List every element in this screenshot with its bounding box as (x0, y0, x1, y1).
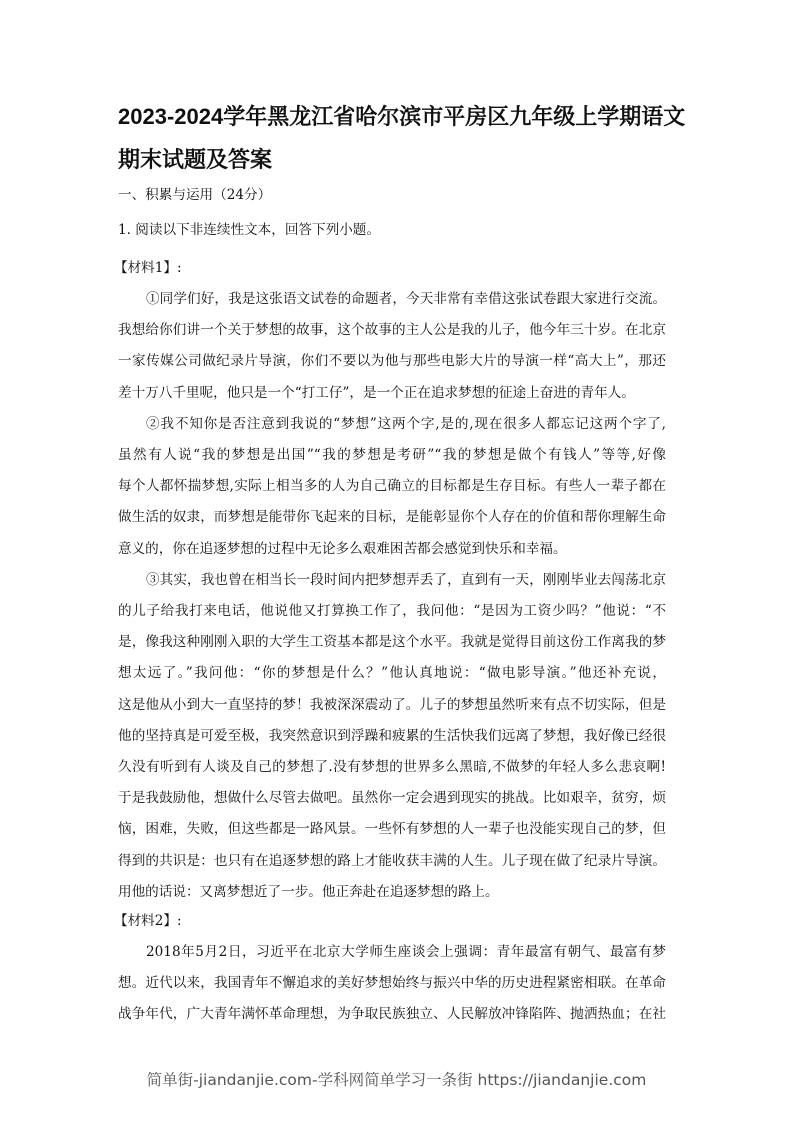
material-1-line: 意义的，你在追逐梦想的过程中无论多么艰难困苦都会感觉到快乐和幸福。 (118, 540, 567, 557)
material-1-line: 虽然有人说“我的梦想是出国”“我的梦想是考研”“我的梦想是做个有钱人”等等,好像 (118, 447, 666, 463)
material-1-line: 做生活的奴隶，而梦想是能带你飞起来的目标，是能彰显你个人存在的价值和帮你理解生命 (118, 509, 666, 526)
material-1-line: 每个人都怀揣梦想,实际上相当多的人为自己确立的目标都是生存目标。有些人一辈子都在 (118, 478, 666, 495)
footer-watermark: 简单街-jiandanjie.com-学科网简单学习一条街 https://jiandanjie.com (146, 1071, 647, 1089)
material-2-line: 2018年5月2日，习近平在北京大学师生座谈会上强调：青年最富有朝气、最富有梦 (146, 944, 666, 960)
material-1-line: 用他的话说：又离梦想近了一步。他正奔赴在追逐梦想的路上。 (118, 883, 499, 900)
material-1-line: 是，像我这种刚刚入职的大学生工资基本都是这个水平。我就是觉得目前这份工作离我的梦 (118, 634, 666, 651)
material-1-line: 于是我鼓励他，想做什么尽管去做吧。虽然你一定会遇到现实的挑战。比如艰辛，贫穷，烦 (118, 790, 666, 807)
material-1-line: 他的坚持真是可爱至极，我突然意识到浮躁和疲累的生活快我们远离了梦想，我好像已经很 (118, 727, 666, 744)
material-1-label: 【材料1】: (114, 260, 182, 276)
section-heading: 一、积累与运用（24分） (118, 187, 272, 203)
material-2-line: 战争年代，广大青年满怀革命理想，为争取民族独立、人民解放冲锋陷阵、抛洒热血；在社 (118, 1006, 666, 1023)
material-1-line: 恼，困难，失败，但这些都是一路风景。一些怀有梦想的人一辈子也没能实现自己的梦，但 (118, 821, 666, 838)
material-1-line: 想太远了。”我问他：“你的梦想是什么？”他认真地说：“做电影导演。”他还补充说， (118, 665, 666, 682)
material-2-label: 【材料2】: (114, 913, 182, 929)
material-1-line: 一家传媒公司做纪录片导演，你们不要以为他与那些电影大片的导演一样“高大上”，那还 (118, 353, 666, 370)
document-title-line-2: 期末试题及答案 (118, 147, 273, 172)
material-1-line: ①同学们好，我是这张语文试卷的命题者，今天非常有幸借这张试卷跟大家进行交流。 (146, 291, 666, 307)
material-1-line: 的儿子给我打来电话，他说他又打算换工作了，我问他：“是因为工资少吗？”他说：“不 (118, 603, 666, 619)
material-1-line: 这是他从小到大一直坚持的梦！我被深深震动了。儿子的梦想虽然听来有点不切实际，但是 (118, 696, 666, 713)
document-title-line-1: 2023-2024学年黑龙江省哈尔滨市平房区九年级上学期语文 (118, 104, 686, 129)
question-1: 1. 阅读以下非连续性文本，回答下列小题。 (118, 222, 380, 238)
material-1-line: 差十万八千里呢，他只是一个“打工仔”，是一个正在追求梦想的征途上奋进的青年人。 (118, 384, 635, 401)
material-1-line: ②我不知你是否注意到我说的“梦想”这两个字,是的,现在很多人都忘记这两个字了, (146, 415, 666, 432)
material-1-line: 久没有听到有人谈及自己的梦想了.没有梦想的世界多么黑暗,不做梦的年轻人多么悲哀啊! (118, 759, 666, 775)
material-2-line: 想。近代以来，我国青年不懈追求的美好梦想始终与振兴中华的历史进程紧密相联。在革命 (118, 975, 666, 992)
material-1-line: ③其实，我也曾在相当长一段时间内把梦想弄丢了，直到有一天，刚刚毕业去闯荡北京 (146, 571, 666, 588)
material-1-line: 我想给你们讲一个关于梦想的故事，这个故事的主人公是我的儿子，他今年三十岁。在北京 (118, 322, 666, 339)
material-1-line: 得到的共识是：也只有在追逐梦想的路上才能收获丰满的人生。儿子现在做了纪录片导演。 (118, 852, 666, 869)
